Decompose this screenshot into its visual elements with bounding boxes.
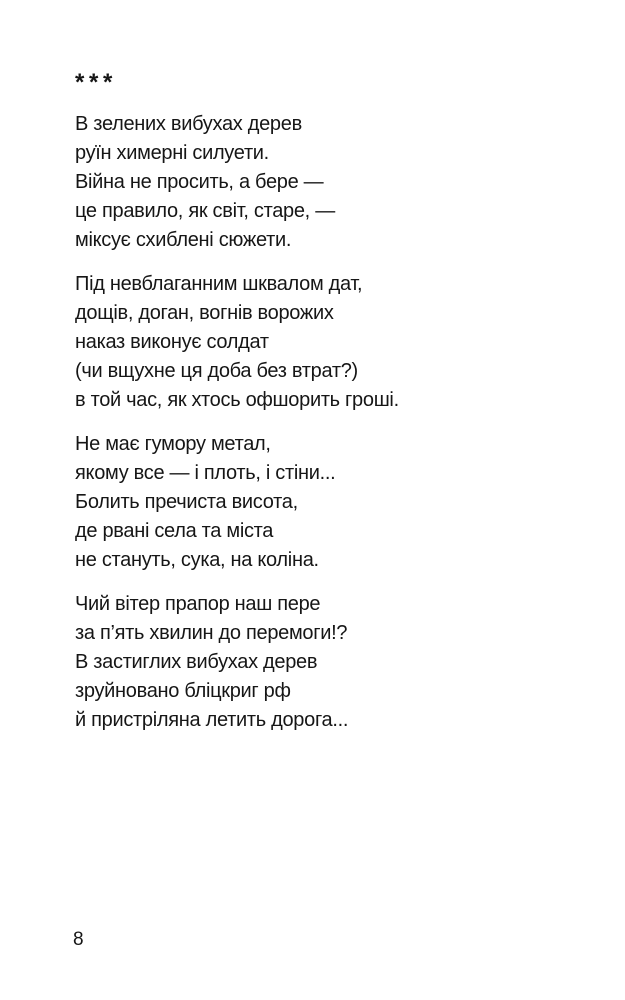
- poem-line: Болить пречиста висота,: [75, 491, 298, 513]
- poem-line: де рвані села та міста: [75, 520, 274, 542]
- stanza-2: [75, 270, 399, 415]
- poem-line: Не має гумору метал,: [75, 433, 271, 455]
- poem-line: (чи вщухне ця доба без втрат?): [75, 360, 358, 382]
- poem-line: за п’ять хвилин до перемоги!?: [75, 622, 348, 644]
- poem-line: це правило, як світ, старе, —: [75, 200, 335, 222]
- poem-line: в той час, як хтось офшорить гроші.: [75, 389, 399, 411]
- poem-line: зруйновано бліцкриг рф: [75, 680, 291, 702]
- poem: [75, 69, 399, 750]
- poem-line: наказ виконує солдат: [75, 331, 269, 353]
- page-number: 8: [73, 929, 84, 950]
- poem-line: й пристріляна летить дорога...: [75, 709, 349, 731]
- poem-line: міксує схиблені сюжети.: [75, 229, 292, 251]
- poem-line: В зелених вибухах дерев: [75, 113, 302, 135]
- poem-title: * * *: [75, 69, 112, 96]
- poem-line: В застиглих вибухах дерев: [75, 651, 318, 673]
- poem-line: якому все — і плоть, і стіни...: [75, 462, 336, 484]
- stanza-4: [75, 590, 399, 735]
- poem-line: Під невблаганним шквалом дат,: [75, 273, 363, 295]
- poem-line: Чий вітер прапор наш пере: [75, 593, 321, 615]
- poem-line: дощів, доган, вогнів ворожих: [75, 302, 334, 324]
- poem-line: Війна не просить, а бере —: [75, 171, 324, 193]
- stanza-3: [75, 430, 399, 575]
- poem-line: не стануть, сука, на коліна.: [75, 549, 319, 571]
- poem-line: руїн химерні силуети.: [75, 142, 269, 164]
- stanza-1: [75, 110, 399, 255]
